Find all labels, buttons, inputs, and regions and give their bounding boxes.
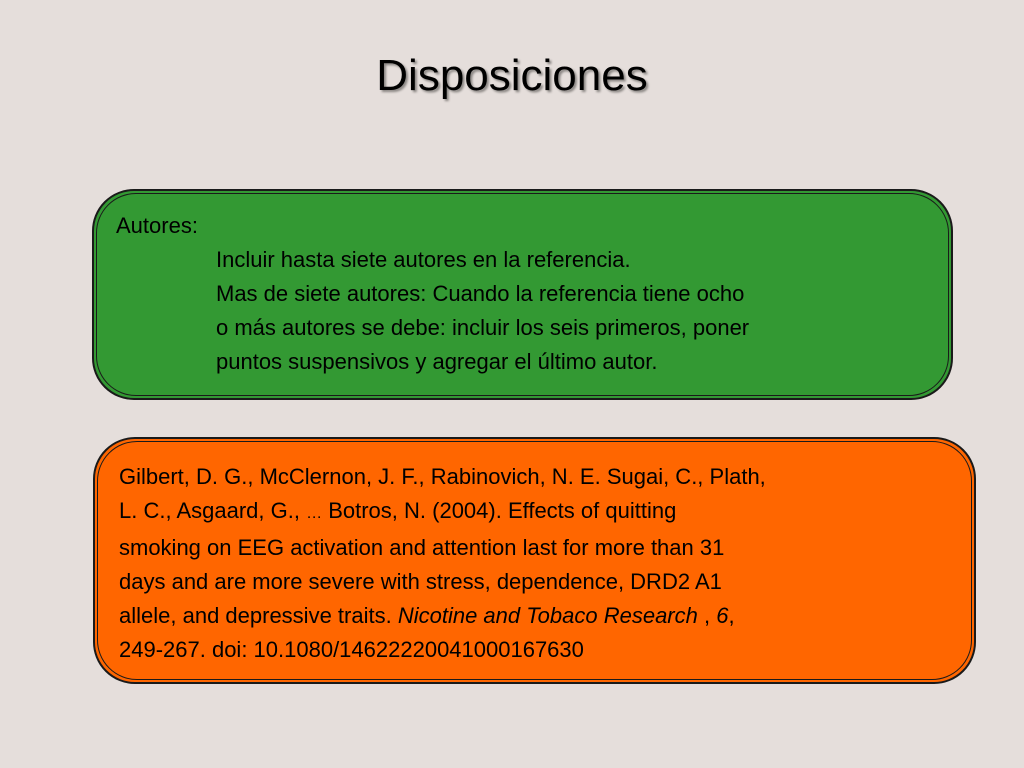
reference-journal: Nicotine and Tobaco Research: [397, 603, 698, 628]
reference-line-2-start: L. C., Asgaard, G.,: [119, 498, 307, 523]
reference-volume: 6: [716, 603, 729, 628]
reference-line-5: [119, 599, 969, 633]
reference-line-1: Gilbert, D. G., McClernon, J. F., Rabinovich, N. E. Sugai, C., Plath,: [119, 464, 766, 489]
authors-rule-line-1: Incluir hasta siete autores en la referencia.: [216, 247, 631, 272]
reference-separator: ,: [697, 603, 717, 628]
reference-line-5-start: allele, and depressive traits.: [119, 603, 398, 628]
reference-line-4: days and are more severe with stress, dependence, DRD2 A1: [119, 569, 722, 594]
reference-comma: ,: [728, 603, 735, 628]
authors-rule-line-4: puntos suspensivos y agregar el último autor.: [216, 349, 658, 374]
reference-line-2-end: Botros, N. (2004). Effects of quitting: [322, 498, 677, 523]
reference-text: [119, 460, 969, 667]
reference-line-3: smoking on EEG activation and attention last for more than 31: [119, 535, 725, 560]
reference-line-6: 249-267. doi: 10.1080/14622220041000167630: [119, 637, 584, 662]
authors-rule-line-2: Mas de siete autores: Cuando la referencia tiene ocho: [216, 281, 745, 306]
reference-ellipsis: …: [306, 505, 323, 522]
reference-example-box: [93, 437, 976, 684]
authors-heading: Autores:: [116, 213, 198, 238]
slide-title: Disposiciones: [376, 51, 648, 100]
authors-rules-box: [92, 189, 953, 400]
authors-rule-line-3: o más autores se debe: incluir los seis primeros, poner: [216, 315, 750, 340]
reference-line-2: [119, 494, 969, 531]
authors-rules-text: [116, 209, 936, 379]
